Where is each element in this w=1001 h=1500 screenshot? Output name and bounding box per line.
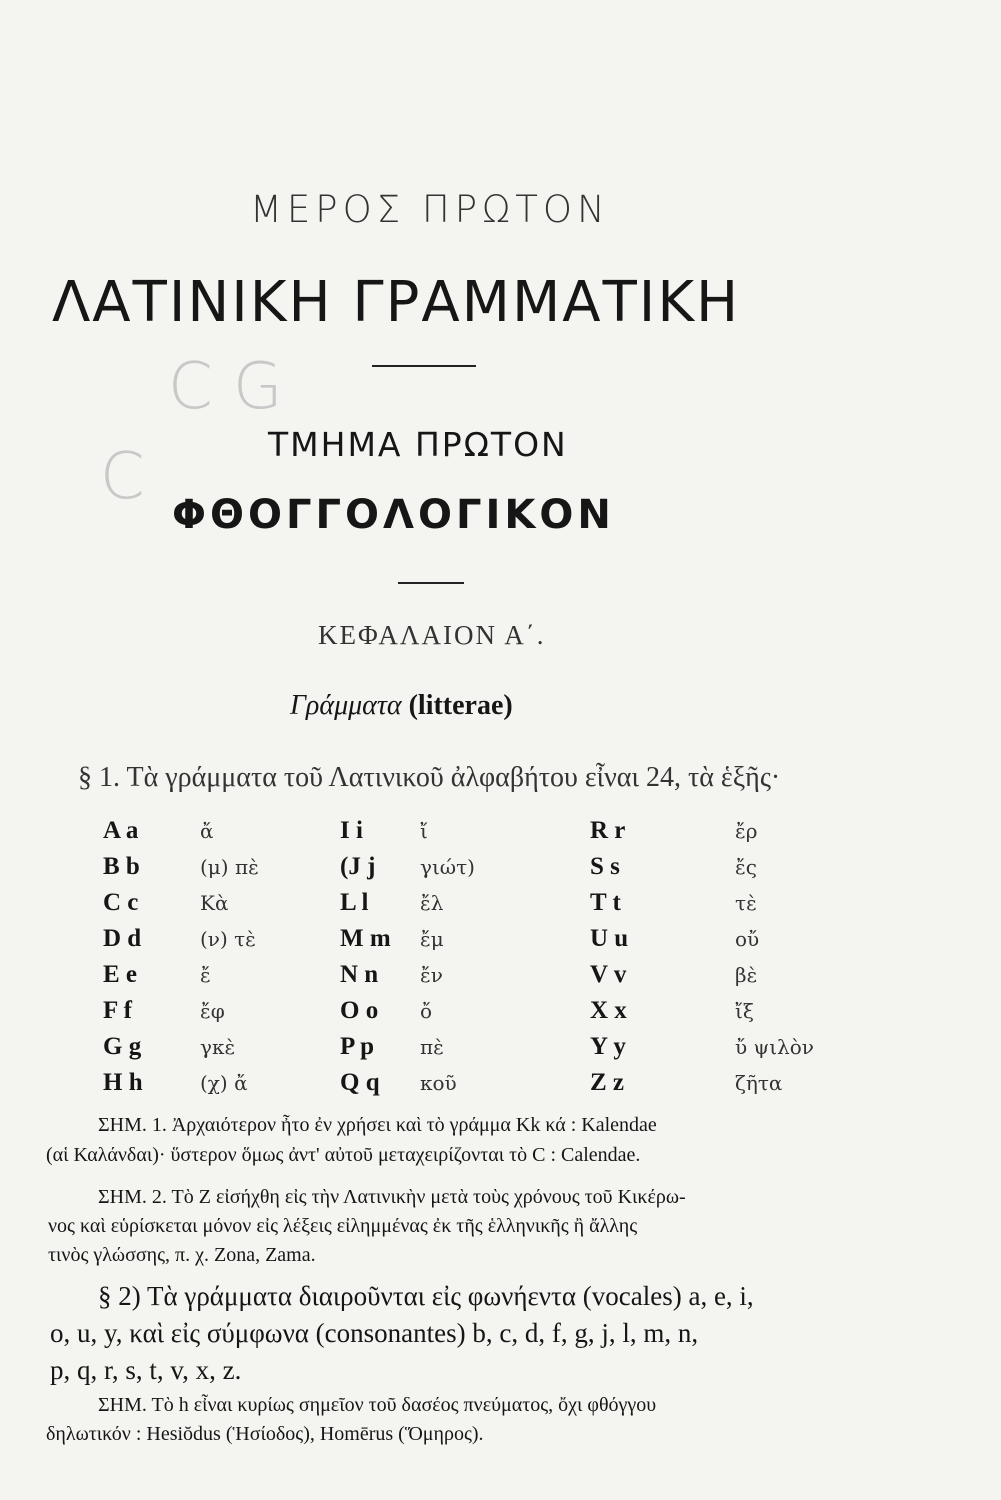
paragraph-2-line-3: p, q, r, s, t, v, x, z. <box>50 1355 242 1385</box>
note-3-line-1: ΣΗΜ. Τὸ h εἶναι κυρίως σημεῖον τοῦ δασέος πνεύματος, ὄχι φθόγγου <box>98 1394 657 1416</box>
letter: (J j <box>340 853 376 880</box>
heading-greek: Γράμματα <box>290 690 402 721</box>
letter-name: ἔ <box>200 963 211 987</box>
letter: I i <box>340 817 363 844</box>
letter: M m <box>340 925 391 952</box>
letter-name: ἴξ <box>735 999 754 1023</box>
letter-name: ἔφ <box>200 999 225 1023</box>
divider-2 <box>398 582 464 584</box>
letter-name: γιώτ) <box>420 855 475 879</box>
letter: U u <box>590 925 629 952</box>
pencil-mark-c: C <box>100 440 145 514</box>
subtitle: ΦΘΟΓΓΟΛΟΓΙΚΟΝ <box>172 492 615 538</box>
letter-name: (μ) πὲ <box>200 855 259 879</box>
letter: X x <box>590 997 627 1024</box>
note-1-line-2: (αἱ Καλάνδαι)· ὕστερον ὅμως ἀντ' αὐτοῦ μεταχειρίζονται τὸ C : Calendae. <box>46 1144 641 1166</box>
note-2-line-1: ΣΗΜ. 2. Τὸ Z εἰσήχθη εἰς τὴν Λατινικὴν μετὰ τοὺς χρόνους τοῦ Κικέρω- <box>98 1186 686 1208</box>
pencil-mark-cg: C G <box>168 350 283 424</box>
letter: Z z <box>590 1069 625 1096</box>
letter-name: (χ) ἄ <box>200 1071 248 1095</box>
note-1-line-1: ΣΗΜ. 1. Ἀρχαιότερον ἦτο ἐν χρήσει καὶ τὸ γράμμα Kk κά : Kalendae <box>98 1114 657 1136</box>
letter: G g <box>103 1033 142 1060</box>
letter: V v <box>590 961 627 988</box>
alphabet-col2-names <box>420 813 475 1101</box>
letter-name: ἴ <box>420 819 428 843</box>
note-3-line-2: δηλωτικόν : Hesiŏdus (Ἡσίοδος), Homērus (Ὅμηρος). <box>46 1423 484 1445</box>
chapter-heading: ΚΕΦΑΛΑΙΟΝ Α΄. <box>318 620 546 650</box>
letter: A a <box>103 817 139 844</box>
letter-name: ὔ ψιλὸν <box>735 1035 814 1059</box>
letter: Q q <box>340 1069 380 1096</box>
letter: S s <box>590 853 620 880</box>
section-heading: ΤΜΗΜΑ ΠΡΩΤΟΝ <box>268 425 568 464</box>
alphabet-col1-letters <box>103 813 143 1101</box>
letter: E e <box>103 961 138 988</box>
letter: P p <box>340 1033 375 1060</box>
alphabet-col1-names <box>200 813 259 1101</box>
letters-heading <box>290 690 513 722</box>
heading-latin: (litterae) <box>408 690 513 721</box>
letter-name: ζῆτα <box>735 1071 783 1095</box>
letter: R r <box>590 817 626 844</box>
letter: H h <box>103 1069 143 1096</box>
letter: N n <box>340 961 379 988</box>
alphabet-col3-letters <box>590 813 628 1101</box>
letter-name: γκὲ <box>200 1035 236 1059</box>
letter: O o <box>340 997 379 1024</box>
letter-name: Κὰ <box>200 891 229 915</box>
letter-name: κοῦ <box>420 1071 457 1095</box>
alphabet-col3-names <box>735 813 814 1101</box>
letter: D d <box>103 925 142 952</box>
letter-name: ἄ <box>200 819 214 843</box>
letter-name: ἔν <box>420 963 443 987</box>
letter-name: ἔς <box>735 855 757 879</box>
alphabet-col2-letters <box>340 813 391 1101</box>
paragraph-1: § 1. Τὰ γράμματα τοῦ Λατινικοῦ ἀλφαβήτου εἶναι 24, τὰ ἑξῆς· <box>78 762 781 793</box>
letter-name: τὲ <box>735 891 757 915</box>
letter: T t <box>590 889 621 916</box>
letter: F f <box>103 997 132 1024</box>
note-2-line-3: τινὸς γλώσσης, π. χ. Zona, Zama. <box>48 1244 316 1266</box>
letter-name: βὲ <box>735 963 758 987</box>
letter-name: ἔλ <box>420 891 444 915</box>
letter: B b <box>103 853 140 880</box>
divider-1 <box>372 365 476 367</box>
letter: Y y <box>590 1033 626 1060</box>
letter-name: πὲ <box>420 1035 444 1059</box>
paragraph-2-line-2: o, u, y, καὶ εἰς σύμφωνα (consonantes) b, c, d, f, g, j, l, m, n, <box>50 1318 699 1348</box>
letter-name: οὔ <box>735 927 760 951</box>
paragraph-2-line-1: § 2) Τὰ γράμματα διαιροῦνται εἰς φωνήεντα (vocales) a, e, i, <box>98 1281 754 1311</box>
letter-name: ἔμ <box>420 927 444 951</box>
book-title: ΛΑΤΙΝΙΚΗ ΓΡΑΜΜΑΤΙΚΗ <box>52 270 741 335</box>
letter: L l <box>340 889 369 916</box>
letter: C c <box>103 889 139 916</box>
letter-name: (ν) τὲ <box>200 927 256 951</box>
letter-name: ἔρ <box>735 819 758 843</box>
part-heading: ΜΕΡΟΣ ΠΡΩΤΟΝ <box>250 188 610 231</box>
note-2-line-2: νος καὶ εὑρίσκεται μόνον εἰς λέξεις εἰλημμένας ἐκ τῆς ἑλληνικῆς ἢ ἄλλης <box>48 1215 638 1237</box>
letter-name: ὄ <box>420 999 433 1023</box>
